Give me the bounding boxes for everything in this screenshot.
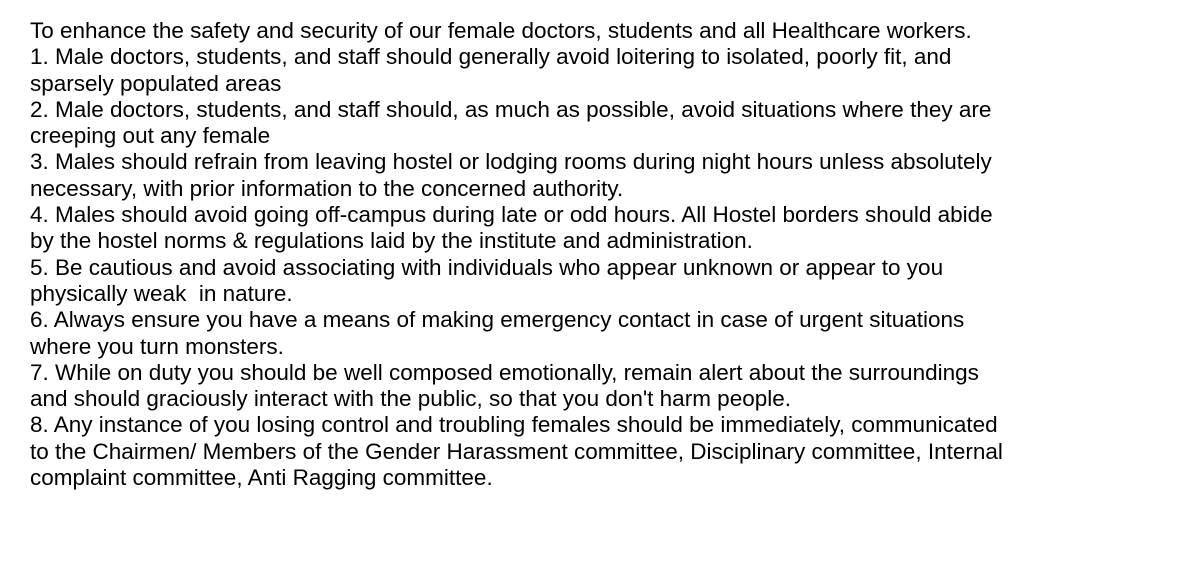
list-item [30,412,1190,491]
list-item-line: and should graciously interact with the public, so that you don't harm people. [30,386,792,412]
list-item-line: by the hostel norms & regulations laid by the institute and administration. [30,228,753,254]
list-item [30,255,1190,308]
list-item-line: to the Chairmen/ Members of the Gender Harassment committee, Disciplinary committee, Internal [30,438,1003,464]
list-item [30,44,1190,97]
list-item [30,149,1190,202]
list-item-line: physically weak in nature. [30,280,293,306]
list-item [30,360,1190,413]
list-item-line: 6. Always ensure you have a means of making emergency contact in case of urgent situations [30,307,965,333]
list-item-line: 7. While on duty you should be well composed emotionally, remain alert about the surroundings [30,359,979,385]
intro-line: To enhance the safety and security of our female doctors, students and all Healthcare workers. [30,18,972,43]
list-item-line: 5. Be cautious and avoid associating with individuals who appear unknown or appear to you [30,254,944,280]
list-item [30,307,1190,360]
list-item-line: creeping out any female [30,123,271,149]
list-item-line: where you turn monsters. [30,333,284,359]
list-item-line: complaint committee, Anti Ragging committee. [30,465,493,491]
list-item-line: 4. Males should avoid going off-campus during late or odd hours. All Hostel borders should abide [30,202,993,228]
list-item-line: 2. Male doctors, students, and staff should, as much as possible, avoid situations where they are [30,96,992,122]
list-item [30,97,1190,150]
list-item-line: necessary, with prior information to the concerned authority. [30,175,624,201]
list-item-line: sparsely populated areas [30,70,282,96]
list-item-line: 8. Any instance of you losing control and troubling females should be immediately, communicated [30,412,998,438]
list-item [30,202,1190,255]
list-item-line: 1. Male doctors, students, and staff should generally avoid loitering to isolated, poorly fit, and [30,44,952,70]
list-item-line: 3. Males should refrain from leaving hostel or lodging rooms during night hours unless absolutely [30,149,992,175]
document-body [30,18,1190,491]
